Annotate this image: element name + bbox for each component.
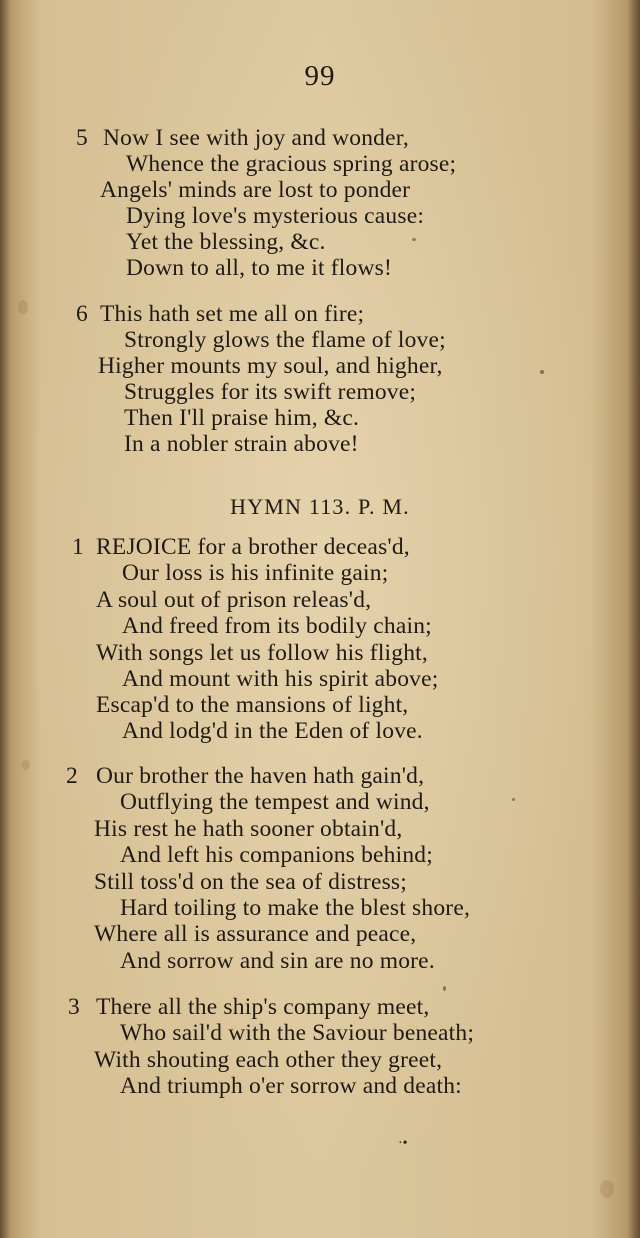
verse-line: Who sail'd with the Saviour beneath; xyxy=(120,1020,475,1046)
paper-speck xyxy=(540,370,544,374)
verse-line: REJOICE for a brother deceas'd, xyxy=(96,534,410,560)
verse-number: 6 xyxy=(76,301,88,327)
verse-number: 3 xyxy=(68,994,80,1020)
page-number: 99 xyxy=(304,60,336,92)
paper-stain xyxy=(22,760,30,770)
verse-line: Strongly glows the flame of love; xyxy=(124,327,446,353)
verse-line: This hath set me all on fire; xyxy=(100,301,365,327)
verse-line: And left his companions behind; xyxy=(120,842,433,868)
verse-line: Yet the blessing, &c. xyxy=(126,229,326,255)
verse-number: 1 xyxy=(72,534,84,560)
verse-line: Dying love's mysterious cause: xyxy=(126,203,425,229)
verse-line: In a nobler strain above! xyxy=(124,431,359,457)
verse-line: Whence the gracious spring arose; xyxy=(126,151,457,177)
verse-line: Then I'll praise him, &c. xyxy=(124,405,360,431)
verse-line: And lodg'd in the Eden of love. xyxy=(122,718,423,744)
verse-line: There all the ship's company meet, xyxy=(96,994,430,1020)
verse-line: And mount with his spirit above; xyxy=(122,666,439,692)
verse-line: A soul out of prison releas'd, xyxy=(96,587,372,613)
paper-speck xyxy=(443,986,446,991)
verse-line: Down to all, to me it flows! xyxy=(126,255,393,281)
verse-line: Now I see with joy and wonder, xyxy=(103,125,409,151)
verse-line: And sorrow and sin are no more. xyxy=(120,948,435,974)
verse-line: Struggles for its swift remove; xyxy=(124,379,417,405)
paper-speck xyxy=(512,798,515,801)
verse-line: Our brother the haven hath gain'd, xyxy=(96,763,425,789)
paper-stain xyxy=(18,300,28,314)
verse-line: Where all is assurance and peace, xyxy=(94,921,417,947)
page-ornament: ·• xyxy=(398,1136,408,1151)
verse-line: And triumph o'er sorrow and death: xyxy=(120,1073,462,1099)
verse-line: Our loss is his infinite gain; xyxy=(122,560,389,586)
verse-line: With songs let us follow his flight, xyxy=(96,640,428,666)
verse-line: Higher mounts my soul, and higher, xyxy=(98,353,443,379)
paper-stain xyxy=(600,1180,614,1198)
verse-line: With shouting each other they greet, xyxy=(94,1047,443,1073)
verse-line: His rest he hath sooner obtain'd, xyxy=(94,816,403,842)
verse-line: Escap'd to the mansions of light, xyxy=(96,692,409,718)
verse-line: Outflying the tempest and wind, xyxy=(120,789,430,815)
verse-line: Hard toiling to make the blest shore, xyxy=(120,895,471,921)
verse-number: 2 xyxy=(66,763,78,789)
verse-line: And freed from its bodily chain; xyxy=(122,613,432,639)
verse-line: Angels' minds are lost to ponder xyxy=(100,177,411,203)
hymn-title: HYMN 113. P. M. xyxy=(230,494,410,519)
paper-speck xyxy=(412,238,416,241)
verse-line: Still toss'd on the sea of distress; xyxy=(94,869,408,895)
verse-number: 5 xyxy=(76,125,88,151)
